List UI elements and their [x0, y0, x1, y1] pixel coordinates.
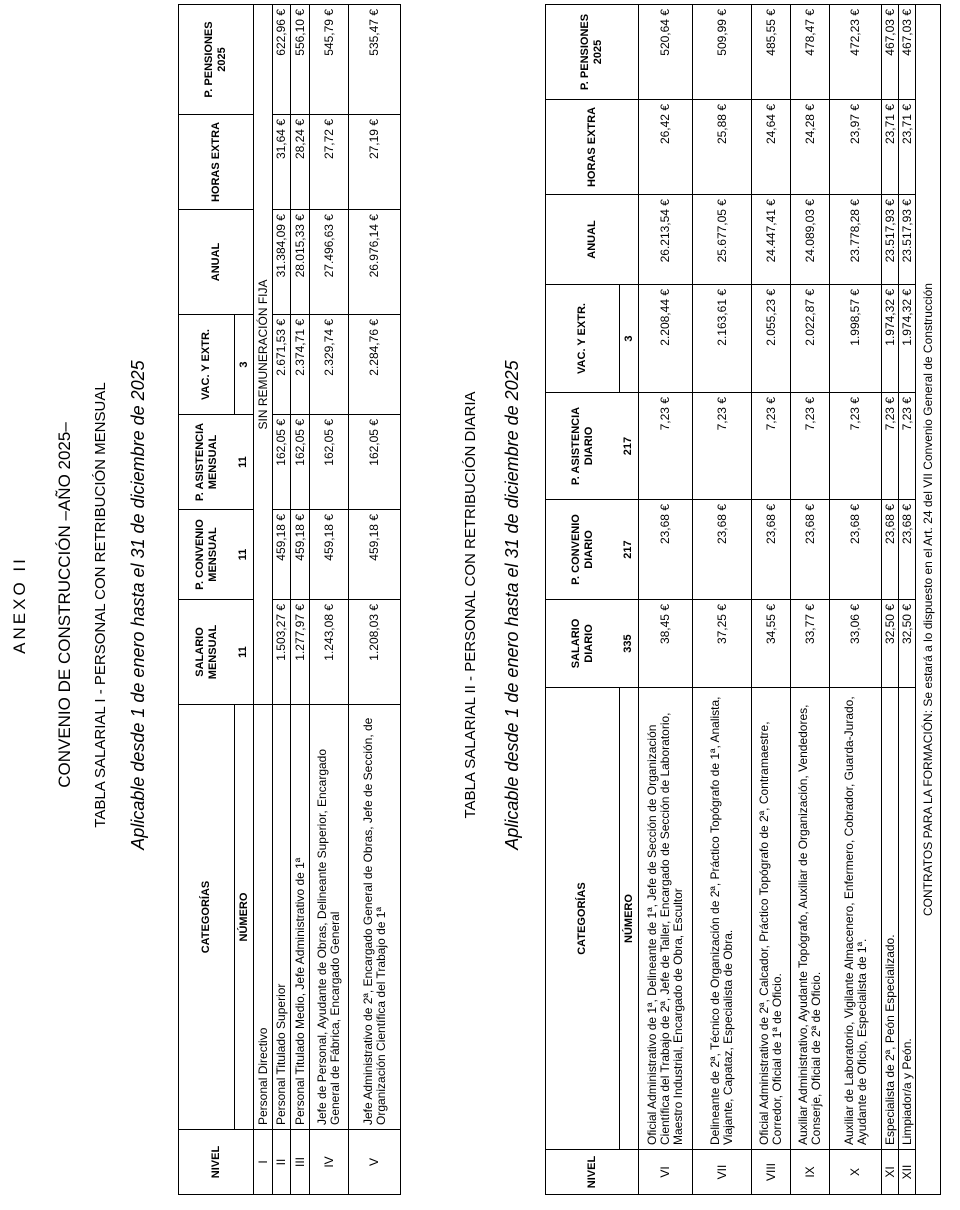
amount-cell: 2.055,23 €	[752, 285, 791, 393]
table-row	[882, 5, 899, 1195]
amount-cell: 23,68 €	[830, 500, 882, 600]
level-cell: I	[254, 1130, 273, 1195]
amount-cell: 31,64 €	[273, 115, 291, 210]
table2-title: TABLA SALARIAL II - PERSONAL CON RETRIBUCIÓN DIARIA	[462, 391, 479, 819]
amount-cell: 26,42 €	[639, 100, 693, 195]
table-row	[310, 5, 349, 1195]
amount-cell: 7,23 €	[791, 393, 830, 500]
table-row	[349, 5, 401, 1195]
amount-cell: 32,50 €	[899, 600, 916, 688]
amount-cell: 2.022,87 €	[791, 285, 830, 393]
level-cell: VI	[639, 1150, 693, 1195]
column-header: HORAS EXTRA	[546, 100, 639, 195]
table-row	[752, 5, 791, 1195]
amount-cell: 25,88 €	[693, 100, 752, 195]
amount-cell: 23,68 €	[791, 500, 830, 600]
salary-table-daily	[545, 4, 941, 1195]
column-header: P. CONVENIO MENSUAL	[179, 510, 235, 600]
amount-cell: 485,55 €	[752, 5, 791, 100]
category-cell: Oficial Administrativo de 1ª, Delineante de 1ª, Jefe de Sección de Organización Científica del Trabajo de 2ª, Jefe de Taller, Encargado de Sección de Laboratorio, Maestro Industrial, Encargado de Obra, Escultor	[639, 688, 693, 1150]
level-cell: IX	[791, 1150, 830, 1195]
table2-applicable: Aplicable desde 1 de enero hasta el 31 de diciembre de 2025	[502, 360, 522, 850]
amount-cell: 459,18 €	[349, 510, 401, 600]
column-header: VAC. Y EXTR.	[179, 315, 235, 415]
amount-cell: 28.015,33 €	[291, 210, 310, 315]
column-header: ANUAL	[546, 195, 639, 285]
column-header: P. PENSIONES 2025	[179, 5, 254, 115]
amount-cell: 26.976,14 €	[349, 210, 401, 315]
amount-cell: 26.213,54 €	[639, 195, 693, 285]
amount-cell: 2.374,71 €	[291, 315, 310, 415]
table-row	[693, 5, 752, 1195]
amount-cell: 7,23 €	[693, 393, 752, 500]
amount-cell: 23,68 €	[752, 500, 791, 600]
column-header: SALARIO MENSUAL	[179, 600, 235, 705]
amount-cell: 23,71 €	[899, 100, 916, 195]
column-header: VAC. Y EXTR.	[546, 285, 620, 393]
level-cell: X	[830, 1150, 882, 1195]
category-cell: Personal Directivo	[254, 705, 273, 1130]
amount-cell: 7,23 €	[639, 393, 693, 500]
category-cell: Oficial Administrativo de 2ª, Calcador, Práctico Topógrafo de 2ª, Contramaestre, Corredor, Oficial de 1ª de Oficio.	[752, 688, 791, 1150]
amount-cell: 7,23 €	[899, 393, 916, 500]
amount-cell: 23.517,93 €	[899, 195, 916, 285]
column-header: CATEGORÍAS	[179, 705, 235, 1130]
amount-cell: 1.243,08 €	[310, 600, 349, 705]
amount-cell: 7,23 €	[752, 393, 791, 500]
amount-cell: 535,47 €	[349, 5, 401, 115]
amount-cell: 2.671,53 €	[273, 315, 291, 415]
amount-cell: 545,79 €	[310, 5, 349, 115]
level-cell: XII	[899, 1150, 916, 1195]
column-header: P. CONVENIO DIARIO	[546, 500, 620, 600]
table-row	[291, 5, 310, 1195]
level-cell: II	[273, 1130, 291, 1195]
category-cell: Delineante de 2ª, Técnico de Organización de 2ª, Práctico Topógrafo de 1ª, Analista, Viajante, Capataz, Especialista de Obra.	[693, 688, 752, 1150]
amount-cell: 34,55 €	[752, 600, 791, 688]
agreement-title: CONVENIO DE CONSTRUCCIÓN –AÑO 2025–	[55, 422, 74, 788]
column-header: ANUAL	[179, 210, 254, 315]
amount-cell: 467,03 €	[899, 5, 916, 100]
amount-cell: 27,19 €	[349, 115, 401, 210]
column-count: 11	[235, 510, 254, 600]
amount-cell: 23.517,93 €	[882, 195, 899, 285]
column-header: P. PENSIONES 2025	[546, 5, 639, 100]
amount-cell: 162,05 €	[349, 415, 401, 510]
amount-cell: 23,71 €	[882, 100, 899, 195]
column-count: 11	[235, 415, 254, 510]
table-row	[791, 5, 830, 1195]
column-header: P. ASISTENCIA MENSUAL	[179, 415, 235, 510]
table-row	[639, 5, 693, 1195]
no-fixed-pay-cell: SIN REMUNERACIÓN FIJA	[254, 5, 273, 705]
salary-table-monthly	[178, 4, 401, 1195]
table-row	[254, 5, 273, 1195]
level-cell: VIII	[752, 1150, 791, 1195]
amount-cell: 162,05 €	[273, 415, 291, 510]
amount-cell: 24,28 €	[791, 100, 830, 195]
column-count: 3	[235, 315, 254, 415]
column-header: HORAS EXTRA	[179, 115, 254, 210]
amount-cell: 509,99 €	[693, 5, 752, 100]
column-header: NIVEL	[546, 1150, 639, 1195]
amount-cell: 7,23 €	[882, 393, 899, 500]
amount-cell: 1.277,97 €	[291, 600, 310, 705]
header-row	[546, 5, 620, 1195]
table-row	[899, 5, 916, 1195]
column-header: CATEGORÍAS	[546, 688, 620, 1150]
amount-cell: 1.974,32 €	[882, 285, 899, 393]
amount-cell: 24.447,41 €	[752, 195, 791, 285]
amount-cell: 556,10 €	[291, 5, 310, 115]
header-row	[179, 5, 235, 1195]
amount-cell: 2.329,74 €	[310, 315, 349, 415]
category-cell: Personal Titulado Medio, Jefe Administrativo de 1ª	[291, 705, 310, 1130]
level-cell: XI	[882, 1150, 899, 1195]
amount-cell: 23,68 €	[899, 500, 916, 600]
column-count: 3	[620, 285, 639, 393]
amount-cell: 23,97 €	[830, 100, 882, 195]
amount-cell: 33,77 €	[791, 600, 830, 688]
category-cell: Auxiliar de Laboratorio, Vigilante Almacenero, Enfermero, Cobrador, Guarda-Jurado, Ayudante de Oficio, Especialista de 1ª.	[830, 688, 882, 1150]
amount-cell: 23,68 €	[693, 500, 752, 600]
category-cell: Jefe de Personal, Ayudante de Obras, Delineante Superior, Encargado General de Fábrica, Encargado General	[310, 705, 349, 1130]
amount-cell: 1.998,57 €	[830, 285, 882, 393]
amount-cell: 23.778,28 €	[830, 195, 882, 285]
numero-label: NÚMERO	[235, 705, 254, 1130]
amount-cell: 38,45 €	[639, 600, 693, 688]
category-cell: Limpiador/a y Peón.	[899, 688, 916, 1150]
numero-label: NÚMERO	[620, 688, 639, 1150]
amount-cell: 162,05 €	[291, 415, 310, 510]
column-header: P. ASISTENCIA DIARIO	[546, 393, 620, 500]
level-cell: IV	[310, 1130, 349, 1195]
column-count: 11	[235, 600, 254, 705]
amount-cell: 520,64 €	[639, 5, 693, 100]
column-count: 217	[620, 393, 639, 500]
amount-cell: 27,72 €	[310, 115, 349, 210]
level-cell: III	[291, 1130, 310, 1195]
amount-cell: 25.677,05 €	[693, 195, 752, 285]
amount-cell: 23,68 €	[882, 500, 899, 600]
table-row	[273, 5, 291, 1195]
column-count: 335	[620, 600, 639, 688]
column-header: SALARIO DIARIO	[546, 600, 620, 688]
amount-cell: 622,96 €	[273, 5, 291, 115]
amount-cell: 459,18 €	[273, 510, 291, 600]
amount-cell: 478,47 €	[791, 5, 830, 100]
table-row	[830, 5, 882, 1195]
category-cell: Jefe Administrativo de 2ª, Encargado General de Obras, Jefe de Sección, de Organización Científica del Trabajo de 1ª	[349, 705, 401, 1130]
amount-cell: 2.208,44 €	[639, 285, 693, 393]
amount-cell: 24.089,03 €	[791, 195, 830, 285]
amount-cell: 37,25 €	[693, 600, 752, 688]
amount-cell: 28,24 €	[291, 115, 310, 210]
level-cell: VII	[693, 1150, 752, 1195]
amount-cell: 32,50 €	[882, 600, 899, 688]
amount-cell: 1.208,03 €	[349, 600, 401, 705]
table1-title: TABLA SALARIAL I - PERSONAL CON RETRIBUCIÓN MENSUAL	[92, 382, 109, 828]
category-cell: Personal Titulado Superior	[273, 705, 291, 1130]
amount-cell: 2.163,61 €	[693, 285, 752, 393]
level-cell: V	[349, 1130, 401, 1195]
amount-cell: 33,06 €	[830, 600, 882, 688]
category-cell: Auxiliar Administrativo, Ayudante Topógrafo, Auxiliar de Organización, Vendedores, Conserje, Oficial de 2ª de Oficio.	[791, 688, 830, 1150]
column-count: 217	[620, 500, 639, 600]
training-contracts-note: CONTRATOS PARA LA FORMACIÓN: Se estará a lo dispuesto en el Art. 24 del VII Convenio General de Construcción	[916, 5, 941, 1195]
amount-cell: 23,68 €	[639, 500, 693, 600]
amount-cell: 467,03 €	[882, 5, 899, 100]
amount-cell: 459,18 €	[291, 510, 310, 600]
amount-cell: 31.384,09 €	[273, 210, 291, 315]
amount-cell: 1.503,27 €	[273, 600, 291, 705]
amount-cell: 162,05 €	[310, 415, 349, 510]
amount-cell: 7,23 €	[830, 393, 882, 500]
amount-cell: 27.496,63 €	[310, 210, 349, 315]
category-cell: Especialista de 2ª, Peón Especializado.	[882, 688, 899, 1150]
amount-cell: 2.284,76 €	[349, 315, 401, 415]
amount-cell: 24,64 €	[752, 100, 791, 195]
amount-cell: 459,18 €	[310, 510, 349, 600]
table1-applicable: Aplicable desde 1 de enero hasta el 31 de diciembre de 2025	[128, 360, 148, 850]
footer-row	[916, 5, 941, 1195]
amount-cell: 1.974,32 €	[899, 285, 916, 393]
amount-cell: 472,23 €	[830, 5, 882, 100]
annex-heading: ANEXO II	[10, 556, 29, 654]
column-header: NIVEL	[179, 1130, 254, 1195]
